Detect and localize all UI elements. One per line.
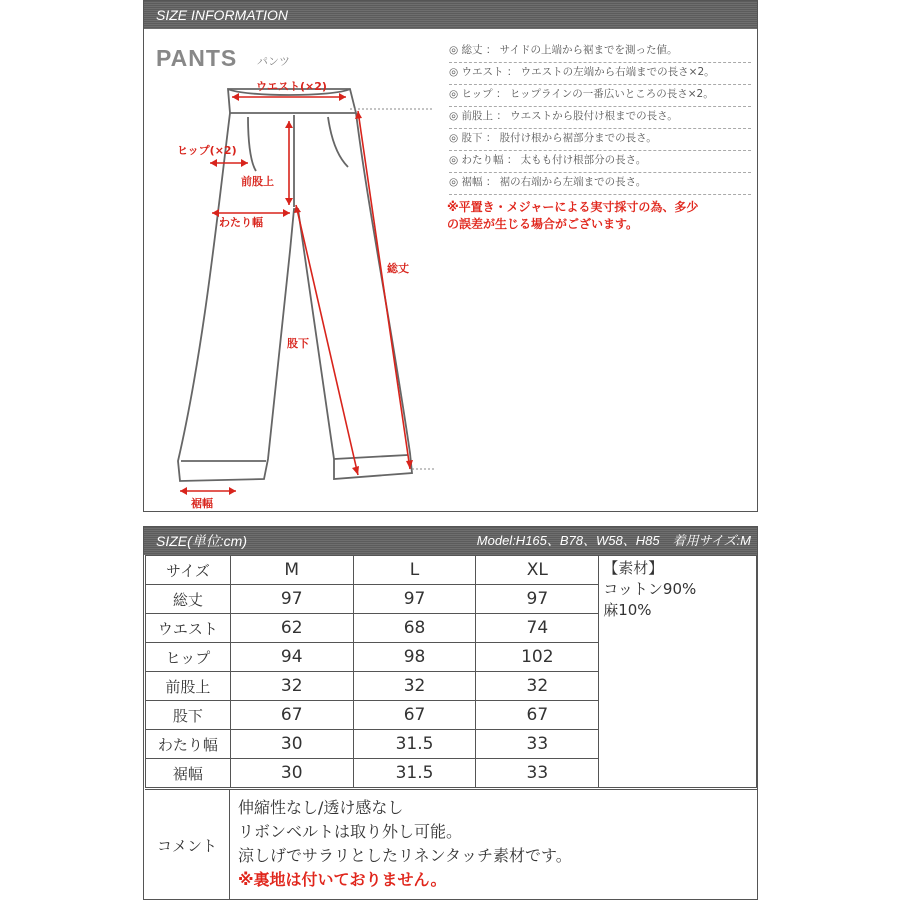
- table-cell: 98: [353, 643, 476, 672]
- material-title: 【素材】: [603, 559, 664, 577]
- definition-item: ◎ 総丈 ： サイドの上端から裾までを測った値。: [449, 41, 751, 63]
- model-info: Model:H165、B78、W58、H85 着用サイズ:M: [476, 533, 751, 548]
- pants-diagram: [144, 29, 444, 513]
- table-cell: 30: [230, 759, 353, 788]
- table-cell: 97: [476, 585, 599, 614]
- size-table-panel: [143, 526, 758, 900]
- definition-item: ◎ ウエスト ： ウエストの左端から右端までの長さ×2。: [449, 63, 751, 85]
- table-cell: 67: [353, 701, 476, 730]
- column-header: XL: [476, 556, 599, 585]
- measurement-note: [447, 199, 757, 233]
- note-line: ※平置き・メジャーによる実寸採寸の為、多少: [447, 200, 699, 214]
- table-cell: 32: [230, 672, 353, 701]
- table-cell: 97: [353, 585, 476, 614]
- rise-label: 前股上: [241, 175, 274, 188]
- material-line: 麻10%: [603, 601, 652, 619]
- definition-item: ◎ ヒップ ： ヒップラインの一番広いところの長さ×2。: [449, 85, 751, 107]
- hem-label: 裾幅: [191, 497, 213, 510]
- table-cell: 67: [476, 701, 599, 730]
- definition-list: [449, 41, 751, 195]
- row-label: 前股上: [146, 672, 231, 701]
- row-label: ヒップ: [146, 643, 231, 672]
- thigh-label: わたり幅: [219, 216, 263, 229]
- table-header-row: [146, 556, 757, 585]
- definition-item: ◎ 裾幅 ： 裾の右端から左端までの長さ。: [449, 173, 751, 195]
- row-label: 総丈: [146, 585, 231, 614]
- comment-section: [145, 789, 757, 900]
- table-cell: 33: [476, 730, 599, 759]
- unit-label: SIZE(単位:cm): [156, 533, 247, 549]
- material-cell: [599, 556, 757, 788]
- waist-label: ウエスト(×2): [256, 80, 327, 93]
- definition-item: ◎ 股下 ： 股付け根から裾部分までの長さ。: [449, 129, 751, 151]
- section-header-text: SIZE INFORMATION: [156, 7, 288, 23]
- column-header: M: [230, 556, 353, 585]
- note-line: の誤差が生じる場合がございます。: [447, 217, 639, 231]
- table-cell: 30: [230, 730, 353, 759]
- material-line: コットン90%: [603, 580, 697, 598]
- hip-label: ヒップ(×2): [177, 144, 237, 157]
- table-cell: 62: [230, 614, 353, 643]
- length-label: 総丈: [387, 262, 409, 275]
- length-line: [358, 111, 410, 469]
- table-cell: 68: [353, 614, 476, 643]
- table-cell: 31.5: [353, 759, 476, 788]
- definition-item: ◎ 前股上 ： ウエストから股付け根までの長さ。: [449, 107, 751, 129]
- lining-warning: ※裏地は付いておりません。: [238, 870, 447, 889]
- comment-line: リボンベルトは取り外し可能。: [238, 822, 463, 841]
- size-corner-cell: サイズ: [146, 556, 231, 585]
- table-cell: 32: [353, 672, 476, 701]
- table-cell: 97: [230, 585, 353, 614]
- size-table-header: [144, 527, 757, 555]
- size-table: [145, 555, 757, 788]
- row-label: ウエスト: [146, 614, 231, 643]
- definition-item: ◎ わたり幅 ： 太もも付け根部分の長さ。: [449, 151, 751, 173]
- table-cell: 94: [230, 643, 353, 672]
- comment-label: コメント: [145, 790, 230, 900]
- section-header: [144, 1, 757, 29]
- table-cell: 33: [476, 759, 599, 788]
- comment-line: 伸縮性なし/透け感なし: [238, 798, 404, 817]
- table-cell: 74: [476, 614, 599, 643]
- table-cell: 102: [476, 643, 599, 672]
- table-cell: 32: [476, 672, 599, 701]
- pants-title: PANTS: [156, 45, 238, 71]
- row-label: わたり幅: [146, 730, 231, 759]
- size-information-panel: [143, 0, 758, 512]
- comment-body: [238, 796, 572, 892]
- row-label: 股下: [146, 701, 231, 730]
- comment-line: 涼しげでサラリとしたリネンタッチ素材です。: [238, 846, 572, 865]
- table-cell: 31.5: [353, 730, 476, 759]
- column-header: L: [353, 556, 476, 585]
- row-label: 裾幅: [146, 759, 231, 788]
- table-cell: 67: [230, 701, 353, 730]
- pants-subtitle: パンツ: [257, 55, 290, 68]
- inseam-label: 股下: [287, 337, 309, 350]
